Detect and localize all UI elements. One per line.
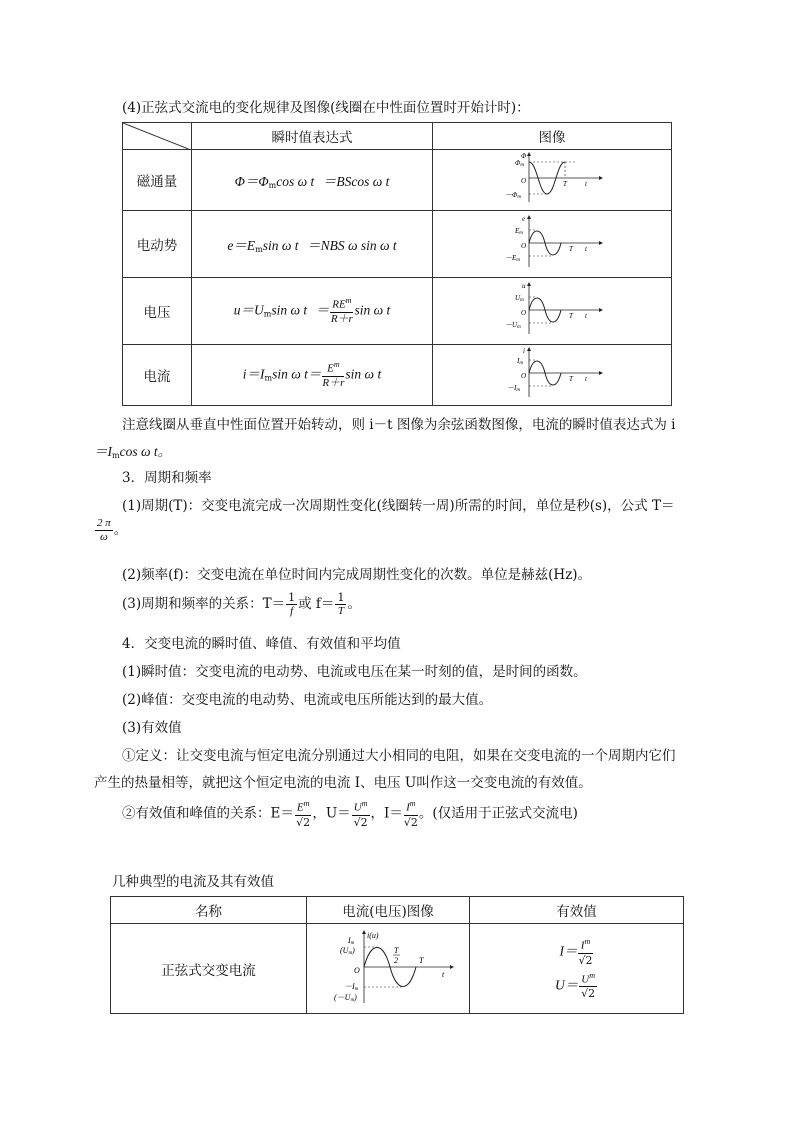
t-arrow xyxy=(599,308,603,312)
effective-I: I＝ $\frac{I^m}{√2}$ xyxy=(559,936,593,967)
t-label: t xyxy=(585,375,587,383)
expr-part: sin ω t xyxy=(271,302,308,318)
effective-definition-1: ①定义：让交变电流与恒定电流分别通过大小相同的电阻，如果在交变电流的一个周期内它们 xyxy=(122,748,676,764)
section-4-title: (4)正弦式交流电的变化规律及图像(线圈在中性面位置时开始计时)： xyxy=(122,100,530,116)
peak-label: Em xyxy=(515,227,523,236)
origin-label: O xyxy=(521,177,527,185)
axis-label: u xyxy=(522,282,526,290)
expr-part: sin ω t xyxy=(345,366,382,382)
note-line-1: 注意线圈从垂直中性面位置开始转动，则 i－t 图像为余弦函数图像，电流的瞬时值表达式为 i xyxy=(122,417,676,433)
trough-label-u: (－Um) xyxy=(334,992,357,1003)
period-label: T xyxy=(569,375,573,383)
header-name: 名称 xyxy=(111,897,307,924)
period-label: T xyxy=(563,180,567,188)
note-line-2: $=I_m\cos$ ω t。 xyxy=(94,444,172,460)
expr-sub: m xyxy=(264,373,273,383)
t-arrow xyxy=(450,965,454,969)
peak-label-i: Im xyxy=(348,935,355,946)
graph-cell-current xyxy=(433,345,672,406)
row-name-voltage: 电压 xyxy=(123,278,192,345)
sine-graph-cell xyxy=(307,924,470,1014)
expr-sub: m xyxy=(263,309,272,319)
table-header-row xyxy=(123,123,672,150)
axis-label: i xyxy=(523,347,525,355)
period-label: T xyxy=(419,955,424,965)
period-definition: (1)周期(T)：交变电流完成一次周期性变化(线圈转一周)所需的时间，单位是秒(s)，公式 T＝ xyxy=(122,498,675,514)
row-name-current: 电流 xyxy=(123,345,192,406)
table-row xyxy=(123,211,672,278)
origin-label: O xyxy=(521,372,527,380)
emf-graph xyxy=(497,213,607,271)
t-arrow xyxy=(599,241,603,245)
expr-current xyxy=(192,345,433,406)
typical-currents-title: 几种典型的电流及其有效值 xyxy=(112,874,274,890)
period-formula: $\frac{2 \pi}{\omega}$ 。 xyxy=(97,517,128,543)
header-graph: 电流(电压)图像 xyxy=(307,897,470,924)
trough-label-i: －Im xyxy=(344,981,359,992)
voltage-fraction: $\frac{RE^m}{R+r}$ xyxy=(330,296,353,325)
effective-values-cell xyxy=(470,924,684,1014)
instantaneous-value: (1)瞬时值：交变电流的电动势、电流或电压在某一时刻的值，是时间的函数。 xyxy=(122,664,587,680)
trough-label: －Im xyxy=(507,384,520,393)
table-row xyxy=(123,278,672,345)
t-label: t xyxy=(585,180,587,188)
sine-ac-table xyxy=(122,122,672,406)
section-4-heading: 4．交变电流的瞬时值、峰值、有效值和平均值 xyxy=(122,636,401,652)
t-label: t xyxy=(442,969,445,979)
current-graph xyxy=(497,345,607,401)
peak-label: Im xyxy=(517,357,523,366)
row-name-flux: 磁通量 xyxy=(123,150,192,211)
expr-flux xyxy=(192,150,433,211)
y-arrow xyxy=(527,282,531,286)
row-name-emf: 电动势 xyxy=(123,211,192,278)
t-arrow xyxy=(599,371,603,375)
header-effective: 有效值 xyxy=(470,897,684,924)
header-graph: 图像 xyxy=(433,123,672,150)
expr-part: e＝E xyxy=(227,238,256,253)
voltage-graph xyxy=(497,280,607,338)
expr-part: sin ω t xyxy=(354,302,391,318)
diagonal-header-cell xyxy=(123,123,192,150)
expr-part: ＝BScos ω t xyxy=(322,174,390,189)
table-row xyxy=(123,150,672,211)
expr-part: sin ω t xyxy=(262,238,299,253)
expr-part: i＝I xyxy=(242,366,265,382)
header-expression: 瞬时值表达式 xyxy=(192,123,433,150)
frequency-definition: (2)频率(f)：交变电流在单位时间内完成周期性变化的次数。单位是赫兹(Hz)。 xyxy=(122,567,592,583)
half-period-den: 2 xyxy=(394,955,398,965)
effective-peak-relation: ②有效值和峰值的关系：E＝ $\frac{E^m}{√2}$ ，U＝ $\frac{U^m}{√2}$ ，I＝ $\frac{I^m}{√2}$ 。(仅适用于正弦式交流电) xyxy=(122,799,578,829)
trough-label: －Φm xyxy=(505,191,521,200)
peak-label: Um xyxy=(515,294,524,303)
expr-sub: m xyxy=(268,181,277,190)
diagonal-line xyxy=(123,123,191,150)
table-row xyxy=(123,345,672,406)
section-3-title: 3．周期和频率 xyxy=(122,470,212,486)
trough-label: －Em xyxy=(505,254,520,263)
period-label: T xyxy=(569,245,573,253)
effective-definition-2: 产生的热量相等，就把这个恒定电流的电流 I、电压 U叫作这一交变电流的有效值。 xyxy=(94,775,592,791)
y-arrow xyxy=(527,152,531,156)
peak-label: Φm xyxy=(515,159,524,168)
graph-cell-flux xyxy=(433,150,672,211)
expr-part: u＝U xyxy=(233,302,264,318)
axis-label: Φ xyxy=(521,152,527,160)
typical-currents-table xyxy=(110,896,684,1014)
t-label: t xyxy=(585,312,587,320)
expr-part: cos ω t xyxy=(276,174,315,189)
sine-current-graph xyxy=(318,927,458,1007)
effective-U: U＝ $\frac{U^m}{√2}$ xyxy=(555,970,596,1001)
period-label: T xyxy=(569,312,573,320)
graph-cell-voltage xyxy=(433,278,672,345)
effective-value-heading: (3)有效值 xyxy=(122,720,182,736)
origin-label: O xyxy=(521,309,527,317)
trough-label: －Um xyxy=(505,321,521,330)
half-period-num: T xyxy=(394,945,399,955)
peak-value: (2)峰值：交变电流的电动势、电流或电压所能达到的最大值。 xyxy=(122,692,493,708)
origin-label: O xyxy=(521,242,527,250)
t-arrow xyxy=(599,176,603,180)
expr-part: sin ω t＝ xyxy=(272,366,322,382)
graph-cell-emf xyxy=(433,211,672,278)
axis-label: i(u) xyxy=(367,930,379,940)
expr-voltage: $u=U_m\sin$ ω t ＝ $\frac{RE^m}{R+r}$ sin ω t xyxy=(192,278,433,345)
current-fraction: $\frac{E^m}{R+r}$ xyxy=(322,360,345,389)
period-frequency-relation: (3)周期和频率的关系：T＝ $\frac{1}{f}$ 或 f＝ $\frac{1}{T}$ 。 xyxy=(122,591,361,617)
expr-part: ＝NBS ω sin ω t xyxy=(307,238,397,253)
expr-part: Φ＝Φ xyxy=(234,174,269,189)
y-arrow xyxy=(527,347,531,351)
y-arrow xyxy=(362,930,366,934)
peak-label-u: (Um) xyxy=(340,945,355,956)
expr-sub: m xyxy=(255,245,263,254)
row-name-sine: 正弦式交变电流 xyxy=(111,924,307,1014)
table-row xyxy=(111,924,684,1014)
y-arrow xyxy=(527,215,531,219)
table-header-row xyxy=(111,897,684,924)
axis-label: e xyxy=(522,215,526,223)
expr-emf xyxy=(192,211,433,278)
origin-label: O xyxy=(354,965,360,975)
flux-graph xyxy=(497,150,607,206)
t-label: t xyxy=(585,245,587,253)
